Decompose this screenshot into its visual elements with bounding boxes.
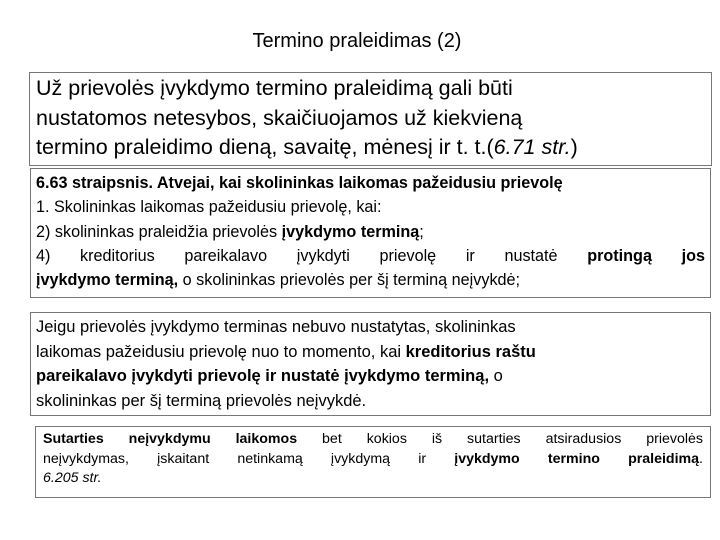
- text-line: Už prievolės įvykdymo termino praleidimą gali būti: [36, 76, 513, 100]
- text-segment: o: [489, 367, 503, 386]
- text-segment: termino praleidimo dieną, savaitę, mėnesį ir t. t.(: [36, 135, 494, 159]
- text-segment: ;: [419, 222, 424, 241]
- bold-segment: protingą jos: [587, 246, 705, 265]
- slide-title-text: Termino praleidimas (2): [252, 30, 462, 52]
- no-term-set-box: [30, 312, 711, 416]
- article-item: [36, 220, 705, 244]
- text-segment: bet kokios iš sutarties atsiradusios prievolės: [297, 431, 704, 447]
- text-segment: .: [699, 450, 703, 467]
- bold-segment: įvykdymo terminą: [281, 222, 420, 241]
- article-item: [36, 244, 705, 268]
- text-segment: o skolininkas prievolės per šį terminą neįvykdė;: [178, 271, 521, 290]
- text-segment: 2) skolininkas praleidžia prievolės: [36, 222, 282, 241]
- text-line: Jeigu prievolės įvykdymo terminas nebuvo nustatytas, skolininkas: [36, 318, 516, 336]
- penalty-statement-box: [29, 72, 712, 166]
- bold-segment: įvykdymo terminą,: [36, 271, 179, 290]
- slide-title: [0, 30, 720, 53]
- text-line: nustatomos netesybos, skaičiuojamos už kiekvieną: [36, 105, 523, 130]
- article-6-63-box: [30, 168, 711, 298]
- text-line: skolininkas per šį terminą prievolės neįvykdė.: [36, 391, 367, 410]
- text-segment: 4) kreditorius pareikalavo įvykdyti prievolę ir nustatė: [36, 246, 588, 265]
- bold-segment: Sutarties neįvykdymu laikomos: [43, 431, 298, 447]
- text-line: [36, 364, 705, 389]
- article-reference: 6.205 str.: [43, 470, 102, 486]
- text-segment: laikomas pažeidusiu prievolę nuo to momento, kai: [36, 342, 406, 361]
- text-segment: ): [570, 135, 578, 159]
- bold-segment: įvykdymo termino praleidimą: [454, 450, 700, 467]
- bold-segment: pareikalavo įvykdyti prievolę ir nustatė įvykdymo terminą,: [36, 367, 490, 386]
- text-line: [43, 430, 703, 450]
- article-item: 1. Skolininkas laikomas pažeidusiu prievolę, kai:: [36, 198, 382, 217]
- article-heading: 6.63 straipsnis. Atvejai, kai skolininkas laikomas pažeidusiu prievolę: [36, 174, 563, 192]
- article-item-continuation: [36, 268, 705, 292]
- text-segment: neįvykdymas, įskaitant netinkamą įvykdymą ir: [43, 450, 455, 467]
- text-line: [36, 340, 705, 365]
- text-line: [43, 450, 703, 470]
- article-reference: 6.71 str.: [493, 135, 571, 159]
- breach-definition-box: [35, 426, 711, 498]
- bold-segment: kreditorius raštu: [405, 342, 536, 361]
- text-line: [36, 133, 705, 163]
